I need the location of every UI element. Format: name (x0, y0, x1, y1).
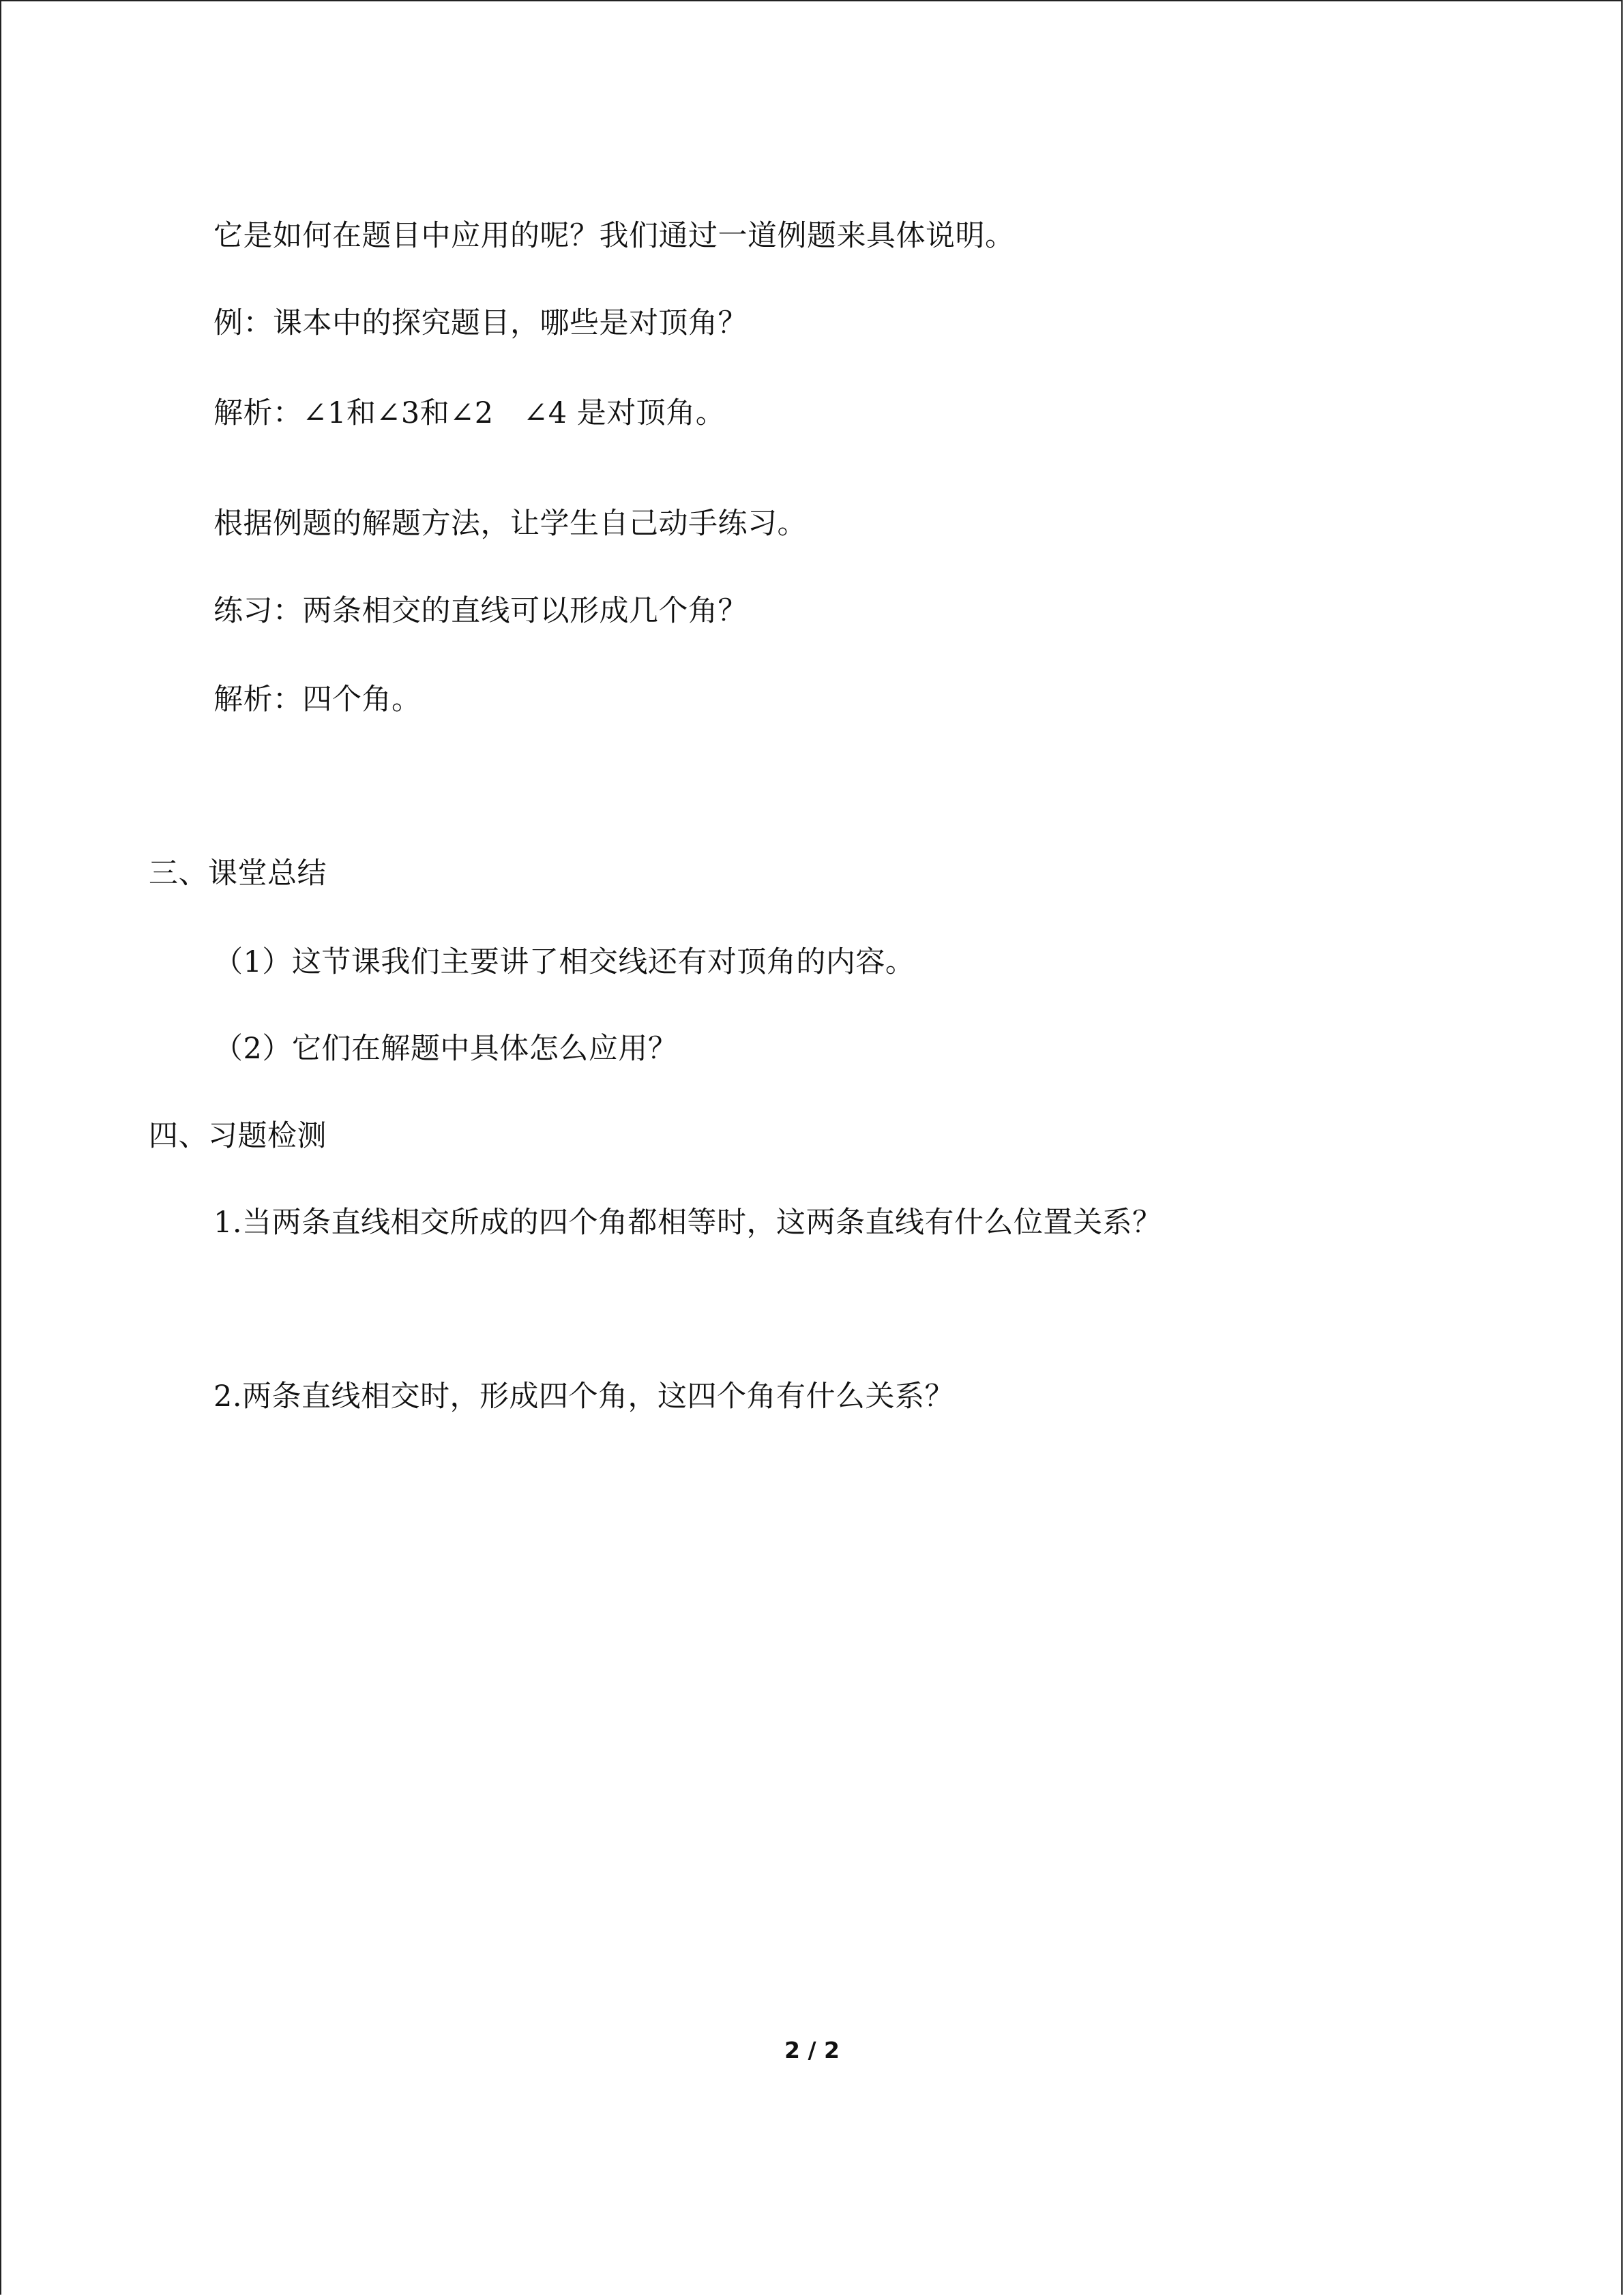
paragraph-intro: 它是如何在题目中应用的呢？我们通过一道例题来具体说明。 (213, 219, 1015, 253)
exercise-question-2: 2.两条直线相交时，形成四个角，这四个角有什么关系？ (213, 1380, 955, 1414)
section-heading-exercises: 四、习题检测 (149, 1119, 327, 1153)
summary-item-1: （1）这节课我们主要讲了相交线还有对顶角的内容。 (213, 945, 915, 979)
section-heading-summary: 三、课堂总结 (149, 856, 327, 891)
summary-item-2: （2）它们在解题中具体怎么应用？ (213, 1032, 678, 1066)
page-number: 2 / 2 (784, 2037, 840, 2063)
paragraph-example-solution: 解析：∠1和∠3和∠2 ∠4 是对顶角。 (213, 396, 726, 430)
paragraph-practice: 练习：两条相交的直线可以形成几个角？ (213, 594, 748, 628)
paragraph-example: 例：课本中的探究题目，哪些是对顶角？ (213, 306, 748, 340)
exercise-question-1: 1.当两条直线相交所成的四个角都相等时，这两条直线有什么位置关系？ (213, 1206, 1162, 1240)
paragraph-practice-solution: 解析：四个角。 (213, 683, 422, 717)
paragraph-practice-intro: 根据例题的解题方法，让学生自己动手练习。 (213, 507, 807, 541)
